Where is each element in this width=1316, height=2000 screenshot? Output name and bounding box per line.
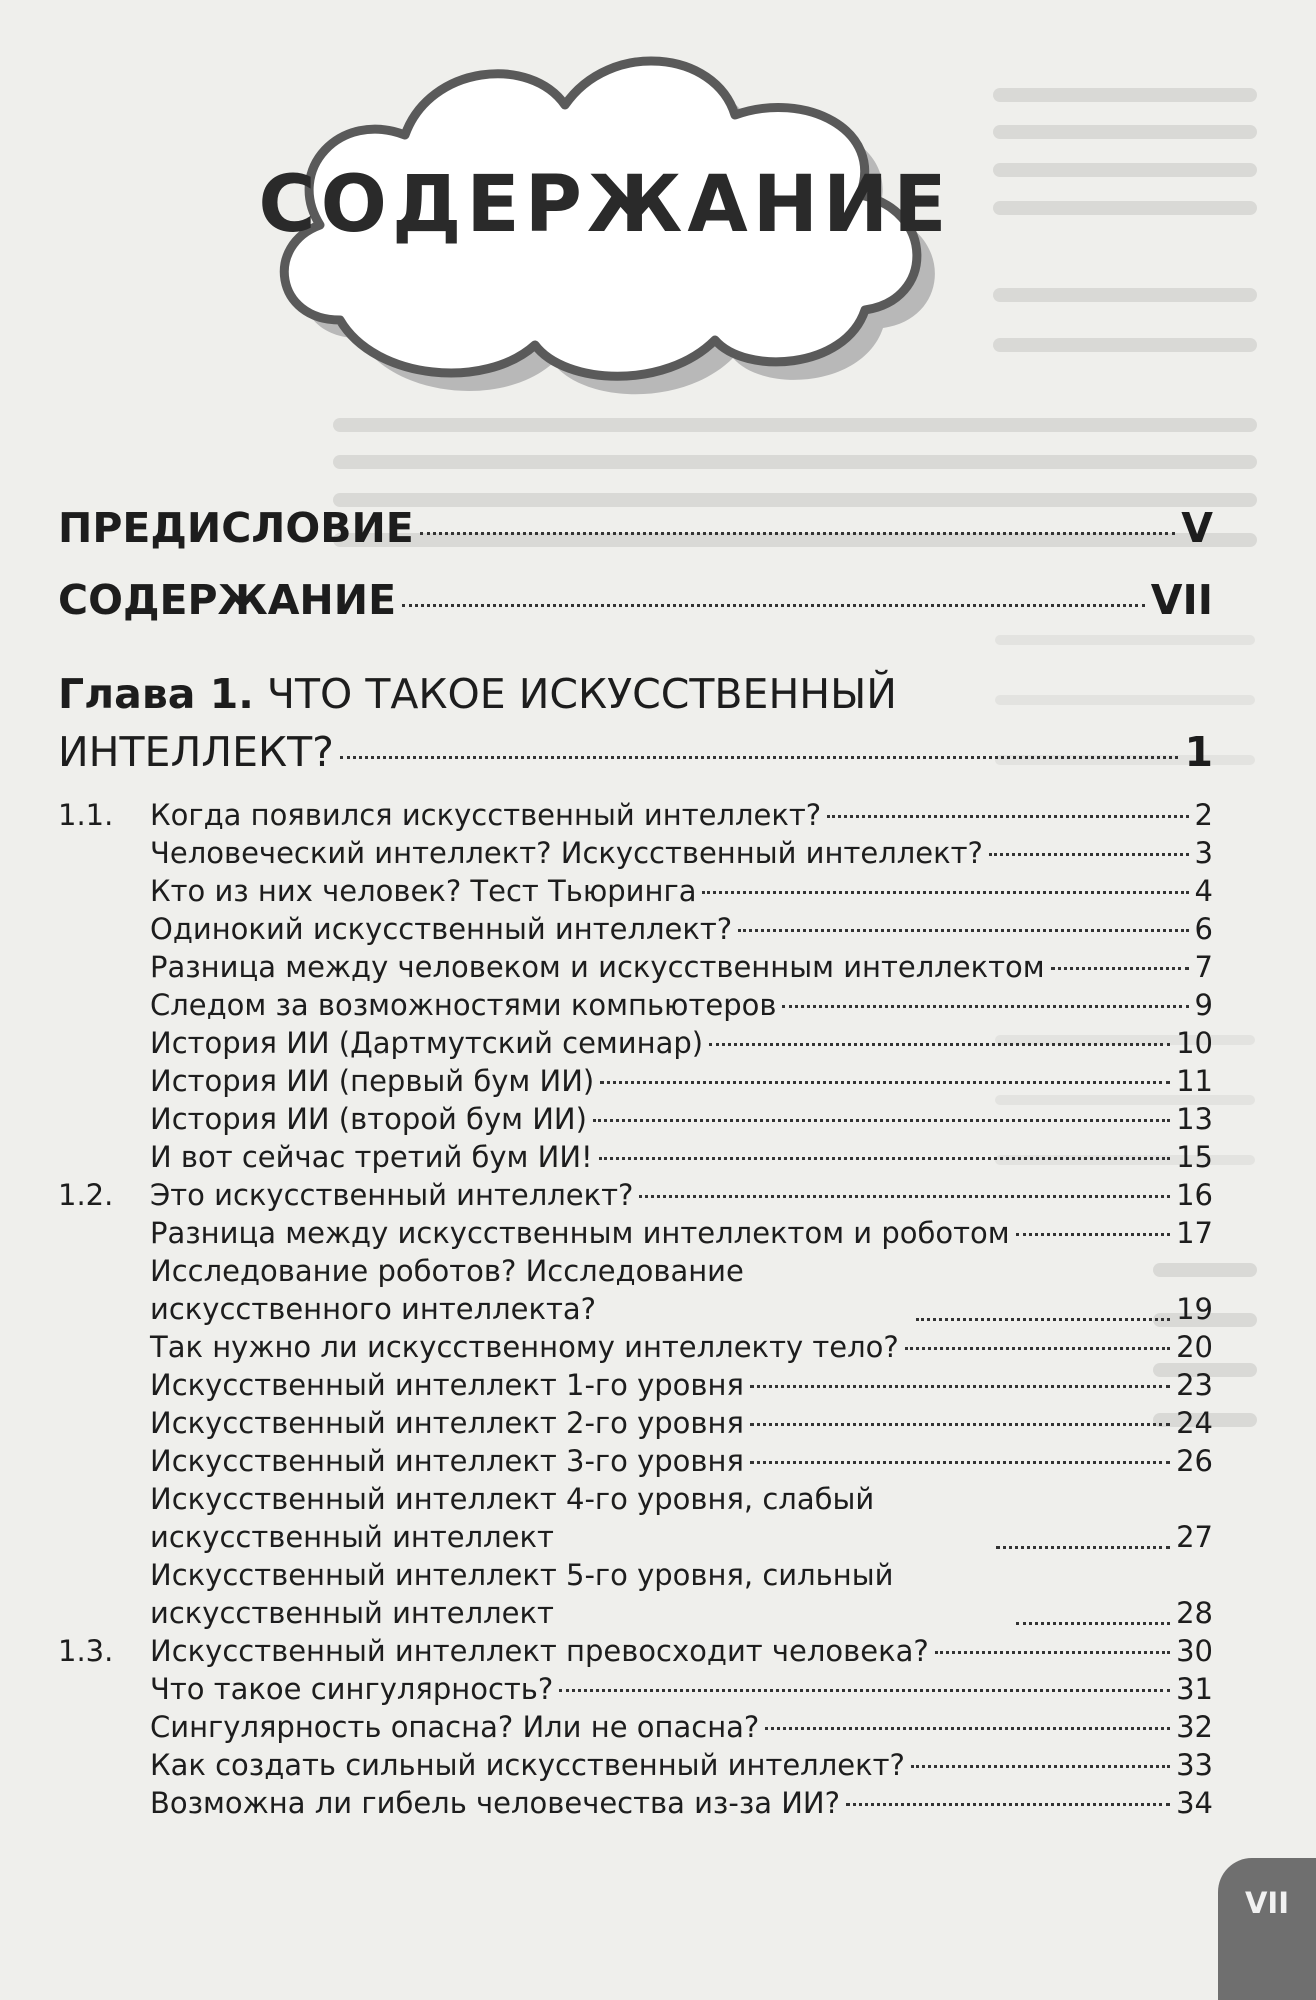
toc-entry[interactable] (58, 1784, 1213, 1822)
dot-leader (750, 1423, 1170, 1426)
toc-entry-label: Искусственный интеллект 5-го уровня, сильный искусственный интеллект (150, 1558, 894, 1630)
toc-entry-page: 13 (1176, 1102, 1213, 1136)
page-number: VII (1244, 1886, 1290, 1920)
page-title: СОДЕРЖАНИЕ (258, 160, 952, 250)
toc-entry-label: ПРЕДИСЛОВИЕ (58, 504, 414, 552)
toc-entry[interactable] (58, 1252, 1213, 1328)
toc-entry-page: 4 (1194, 874, 1213, 908)
dot-leader (827, 815, 1188, 818)
toc-entry-page: 28 (1176, 1596, 1213, 1630)
dot-leader (782, 1005, 1188, 1008)
toc-entry-label: Следом за возможностями компьютеров (150, 988, 777, 1022)
toc-entry[interactable] (58, 1176, 1213, 1214)
toc-entry-page: 30 (1176, 1634, 1213, 1668)
toc-entry-page: VII (1150, 576, 1213, 624)
toc-entry-label: Одинокий искусственный интеллект? (150, 912, 733, 946)
toc-entry[interactable] (58, 1100, 1213, 1138)
toc-entry-label: Искусственный интеллект 2-го уровня (150, 1406, 744, 1440)
dot-leader (340, 756, 1179, 759)
toc-entry-label: История ИИ (второй бум ИИ) (150, 1102, 587, 1136)
chapter-title-cont: ИНТЕЛЛЕКТ? (58, 728, 334, 776)
toc-entry-page: 2 (1194, 798, 1213, 832)
toc-entry-label: Как создать сильный искусственный интеллект? (150, 1748, 905, 1782)
section-number: 1.3. (58, 1634, 114, 1668)
toc-entry-page: 17 (1176, 1216, 1213, 1250)
toc-entry-page: 16 (1176, 1178, 1213, 1212)
toc-entry-page: 3 (1194, 836, 1213, 870)
toc-entry[interactable] (58, 1442, 1213, 1480)
toc-entry-label: Разница между искусственным интеллектом и роботом (150, 1216, 1010, 1250)
table-of-contents (58, 492, 1213, 1822)
toc-entry[interactable] (58, 1062, 1213, 1100)
toc-entry[interactable] (58, 1328, 1213, 1366)
toc-entry-page: 7 (1194, 950, 1213, 984)
toc-entry[interactable] (58, 1404, 1213, 1442)
toc-entry[interactable] (58, 986, 1213, 1024)
toc-entry-page: 19 (1176, 1292, 1213, 1326)
chapter-page: 1 (1184, 728, 1213, 776)
dot-leader (989, 853, 1189, 856)
dot-leader (599, 1157, 1170, 1160)
toc-entry-label: Разница между человеком и искусственным интеллектом (150, 950, 1045, 984)
dot-leader (996, 1546, 1170, 1549)
toc-entry[interactable] (58, 872, 1213, 910)
toc-entry-page: 11 (1176, 1064, 1213, 1098)
toc-entry-label: Человеческий интеллект? Искусственный интеллект? (150, 836, 983, 870)
toc-entry-label: Исследование роботов? Исследование искусственного интеллекта? (150, 1254, 744, 1326)
toc-entry-label: История ИИ (первый бум ИИ) (150, 1064, 595, 1098)
toc-entry-page: 23 (1176, 1368, 1213, 1402)
toc-entry-page: 31 (1176, 1672, 1213, 1706)
dot-leader (1016, 1233, 1170, 1236)
toc-entry[interactable] (58, 1746, 1213, 1784)
toc-entry-page: 15 (1176, 1140, 1213, 1174)
dot-leader (420, 532, 1175, 535)
toc-entry-label: Когда появился искусственный интеллект? (150, 798, 822, 832)
section-number: 1.1. (58, 798, 114, 832)
dot-leader (935, 1651, 1170, 1654)
chapter-title-line[interactable] (58, 722, 1213, 782)
toc-entry[interactable] (58, 1670, 1213, 1708)
toc-entry-page: 6 (1194, 912, 1213, 946)
dot-leader (905, 1347, 1170, 1350)
toc-entry-label: Искусственный интеллект 3-го уровня (150, 1444, 744, 1478)
dot-leader (702, 891, 1188, 894)
chapter-label: Глава 1. (58, 670, 254, 718)
toc-entry[interactable] (58, 1480, 1213, 1556)
toc-entry-page: 33 (1176, 1748, 1213, 1782)
toc-entry-preface[interactable] (58, 492, 1213, 564)
toc-entry-label: Искусственный интеллект 4-го уровня, слабый искусственный интеллект (150, 1482, 875, 1554)
dot-leader (709, 1043, 1170, 1046)
toc-entry-label: Это искусственный интеллект? (150, 1178, 634, 1212)
toc-entry[interactable] (58, 1556, 1213, 1632)
toc-entry-label: Так нужно ли искусственному интеллекту тело? (150, 1330, 899, 1364)
section-number: 1.2. (58, 1178, 114, 1212)
dot-leader (916, 1318, 1170, 1321)
dot-leader (1051, 967, 1189, 970)
toc-entry-label: СОДЕРЖАНИЕ (58, 576, 397, 624)
chapter-title: ЧТО ТАКОЕ ИСКУССТВЕННЫЙ (266, 670, 897, 718)
toc-entry[interactable] (58, 834, 1213, 872)
toc-entry-label: Возможна ли гибель человечества из-за ИИ? (150, 1786, 841, 1820)
toc-entry-page: V (1181, 504, 1213, 552)
toc-entry-page: 32 (1176, 1710, 1213, 1744)
toc-entry-page: 20 (1176, 1330, 1213, 1364)
toc-entry[interactable] (58, 796, 1213, 834)
dot-leader (593, 1119, 1170, 1122)
toc-entry-page: 24 (1176, 1406, 1213, 1440)
dot-leader (738, 929, 1188, 932)
toc-entry[interactable] (58, 1214, 1213, 1252)
toc-entry[interactable] (58, 1632, 1213, 1670)
toc-entry-page: 9 (1194, 988, 1213, 1022)
toc-entry[interactable] (58, 1024, 1213, 1062)
toc-entry[interactable] (58, 1138, 1213, 1176)
chapter-heading[interactable] (58, 666, 1213, 722)
toc-entry-label: Искусственный интеллект 1-го уровня (150, 1368, 744, 1402)
toc-entry[interactable] (58, 1366, 1213, 1404)
toc-entry-label: Искусственный интеллект превосходит человека? (150, 1634, 929, 1668)
dot-leader (559, 1689, 1170, 1692)
toc-entry-page: 26 (1176, 1444, 1213, 1478)
toc-entry[interactable] (58, 948, 1213, 986)
toc-entry-label: Кто из них человек? Тест Тьюринга (150, 874, 697, 908)
toc-entry-label: Сингулярность опасна? Или не опасна? (150, 1710, 760, 1744)
dot-leader (1016, 1622, 1170, 1625)
toc-entry[interactable] (58, 1708, 1213, 1746)
dot-leader (765, 1727, 1170, 1730)
page-number-tab (1218, 1858, 1316, 2000)
dot-leader (600, 1081, 1170, 1084)
toc-entry-label: История ИИ (Дартмутский семинар) (150, 1026, 704, 1060)
toc-entry-page: 27 (1176, 1520, 1213, 1554)
toc-entry-label: И вот сейчас третий бум ИИ! (150, 1140, 593, 1174)
toc-entry-label: Что такое сингулярность? (150, 1672, 554, 1706)
dot-leader (750, 1461, 1170, 1464)
dot-leader (911, 1765, 1170, 1768)
dot-leader (639, 1195, 1170, 1198)
toc-entry-page: 10 (1176, 1026, 1213, 1060)
dot-leader (846, 1803, 1170, 1806)
dot-leader (402, 604, 1145, 607)
toc-entry[interactable] (58, 910, 1213, 948)
toc-entry-contents[interactable] (58, 564, 1213, 636)
toc-entry-page: 34 (1176, 1786, 1213, 1820)
dot-leader (750, 1385, 1170, 1388)
